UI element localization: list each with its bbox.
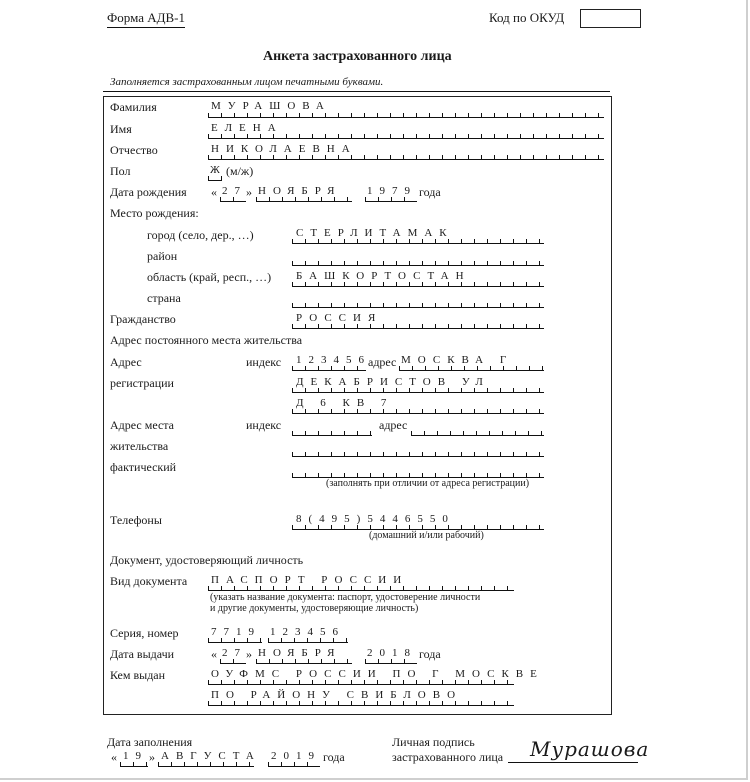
form-name: Форма АДВ-1: [107, 10, 185, 28]
issued-by-field-1[interactable]: [208, 680, 514, 685]
doc-type-label: Вид документа: [110, 574, 188, 588]
actual-address-label-1: Адрес места: [110, 418, 174, 432]
citizenship-value[interactable]: РОССИЯ: [296, 312, 383, 324]
signature-line: [508, 762, 638, 763]
issue-date-close-quote: »: [246, 647, 252, 661]
subtitle-underline: [103, 91, 610, 92]
country-label: страна: [147, 291, 181, 305]
citizenship-field[interactable]: [292, 324, 544, 329]
form-title: Анкета застрахованного лица: [263, 49, 452, 64]
surname-field[interactable]: [208, 113, 604, 118]
birth-day-field[interactable]: [220, 197, 246, 202]
fill-day-field[interactable]: [120, 762, 148, 767]
number-field[interactable]: [268, 638, 348, 643]
issue-year-value[interactable]: 2018: [367, 647, 417, 659]
form-subtitle: Заполняется застрахованным лицом печатными буквами.: [110, 76, 384, 88]
reg-address-field-3[interactable]: [292, 409, 544, 414]
patronymic-label: Отчество: [110, 143, 158, 157]
sex-field[interactable]: [208, 176, 222, 181]
actual-address-label-3: фактический: [110, 460, 177, 474]
fill-day-value[interactable]: 19: [123, 750, 148, 762]
signature[interactable]: Мурашова: [530, 737, 650, 761]
actual-index-field[interactable]: [292, 431, 372, 436]
actual-address-word: адрес: [379, 418, 408, 432]
region-value[interactable]: БАШКОРТОСТАН: [296, 270, 471, 282]
reg-index-value[interactable]: 123456: [296, 354, 371, 366]
sex-hint: (м/ж): [226, 164, 254, 178]
fill-year-value[interactable]: 2019: [271, 750, 321, 762]
birth-year-word: года: [419, 185, 441, 199]
name-label: Имя: [110, 122, 132, 136]
reg-address-label-1: Адрес: [110, 355, 142, 369]
sex-value[interactable]: Ж: [210, 164, 227, 176]
id-doc-heading: Документ, удостоверяющий личность: [110, 553, 304, 567]
phones-label: Телефоны: [110, 513, 162, 527]
reg-index-label: индекс: [246, 355, 282, 369]
patronymic-field[interactable]: [208, 155, 604, 160]
name-value[interactable]: ЕЛЕНА: [211, 122, 283, 134]
okud-label: Код по ОКУД: [489, 10, 565, 25]
issue-day-value[interactable]: 27: [222, 647, 247, 659]
issued-by-label: Кем выдан: [110, 668, 166, 682]
doc-type-value[interactable]: ПАСПОРТ РОССИИ: [211, 574, 409, 586]
perm-address-heading: Адрес постоянного места жительства: [110, 333, 303, 347]
birth-date-label: Дата рождения: [110, 185, 187, 199]
reg-address-word: адрес: [368, 355, 397, 369]
issued-by-line-1[interactable]: ОУФМС РОССИИ ПО Г МОСКВЕ: [211, 668, 544, 680]
actual-address-field-1[interactable]: [411, 431, 544, 436]
reg-address-line-2[interactable]: ДЕКАБРИСТОВ УЛ: [296, 376, 490, 388]
fill-date-close-quote: »: [149, 750, 155, 764]
district-label: район: [147, 249, 178, 263]
reg-address-field-1[interactable]: [399, 366, 544, 371]
city-value[interactable]: СТЕРЛИТАМАК: [296, 227, 454, 239]
birth-date-close-quote: »: [246, 185, 252, 199]
reg-address-line-3[interactable]: Д 6 КВ 7: [296, 397, 394, 409]
fill-year-field[interactable]: [268, 762, 320, 767]
fill-year-word: года: [323, 750, 345, 764]
number-value[interactable]: 123456: [270, 626, 345, 638]
fill-date-label: Дата заполнения: [107, 735, 193, 749]
issue-date-label: Дата выдачи: [110, 647, 175, 661]
patronymic-value[interactable]: НИКОЛАЕВНА: [211, 143, 357, 155]
reg-address-label-2: регистрации: [110, 376, 174, 390]
series-number-label: Серия, номер: [110, 626, 179, 640]
surname-value[interactable]: МУРАШОВА: [211, 100, 331, 112]
actual-address-label-2: жительства: [110, 439, 169, 453]
series-field[interactable]: [208, 638, 262, 643]
birth-day-value[interactable]: 27: [222, 185, 247, 197]
fill-date-open-quote: «: [111, 750, 117, 764]
fill-month-field[interactable]: [158, 762, 254, 767]
doc-type-field[interactable]: [208, 586, 514, 591]
birth-month-field[interactable]: [256, 197, 352, 202]
phones-value[interactable]: 8(495)5446550: [296, 513, 455, 525]
reg-index-field[interactable]: [292, 366, 366, 371]
city-field[interactable]: [292, 239, 544, 244]
signature-label-1: Личная подпись: [392, 735, 475, 749]
issue-month-field[interactable]: [256, 659, 352, 664]
phones-note: (домашний и/или рабочий): [369, 530, 484, 541]
district-field[interactable]: [292, 261, 544, 266]
issue-year-word: года: [419, 647, 441, 661]
actual-index-label: индекс: [246, 418, 282, 432]
region-label: область (край, респ., …): [147, 270, 272, 284]
issue-year-field[interactable]: [365, 659, 417, 664]
issue-date-open-quote: «: [211, 647, 217, 661]
citizenship-label: Гражданство: [110, 312, 176, 326]
issued-by-field-2[interactable]: [208, 701, 514, 706]
fill-month-value[interactable]: АВГУСТА: [161, 750, 261, 762]
series-value[interactable]: 7719: [211, 626, 261, 638]
issue-month-value[interactable]: НОЯБРЯ: [258, 647, 342, 659]
doc-type-note-1: (указать название документа: паспорт, удостоверение личности: [210, 592, 481, 603]
reg-address-field-2[interactable]: [292, 388, 544, 393]
actual-address-field-2[interactable]: [292, 452, 544, 457]
issued-by-line-2[interactable]: ПО РАЙОНУ СВИБЛОВО: [211, 689, 463, 701]
birth-date-open-quote: «: [211, 185, 217, 199]
sex-label: Пол: [110, 164, 131, 178]
reg-address-line-1[interactable]: МОСКВА Г: [401, 354, 514, 366]
birth-year-field[interactable]: [365, 197, 417, 202]
birth-month-value[interactable]: НОЯБРЯ: [258, 185, 342, 197]
signature-label-2: застрахованного лица: [392, 750, 504, 764]
city-label: город (село, дер., …): [147, 228, 254, 242]
actual-address-note: (заполнять при отличии от адреса регистрации): [326, 478, 530, 489]
surname-label: Фамилия: [110, 100, 157, 114]
name-field[interactable]: [208, 134, 604, 139]
birth-place-label: Место рождения:: [110, 206, 199, 220]
issue-day-field[interactable]: [220, 659, 246, 664]
doc-type-note-2: и другие документы, удостоверяющие личность): [210, 603, 419, 614]
birth-year-value[interactable]: 1979: [367, 185, 417, 197]
region-field[interactable]: [292, 282, 544, 287]
okud-code-field[interactable]: [580, 9, 641, 28]
country-field[interactable]: [292, 303, 544, 308]
